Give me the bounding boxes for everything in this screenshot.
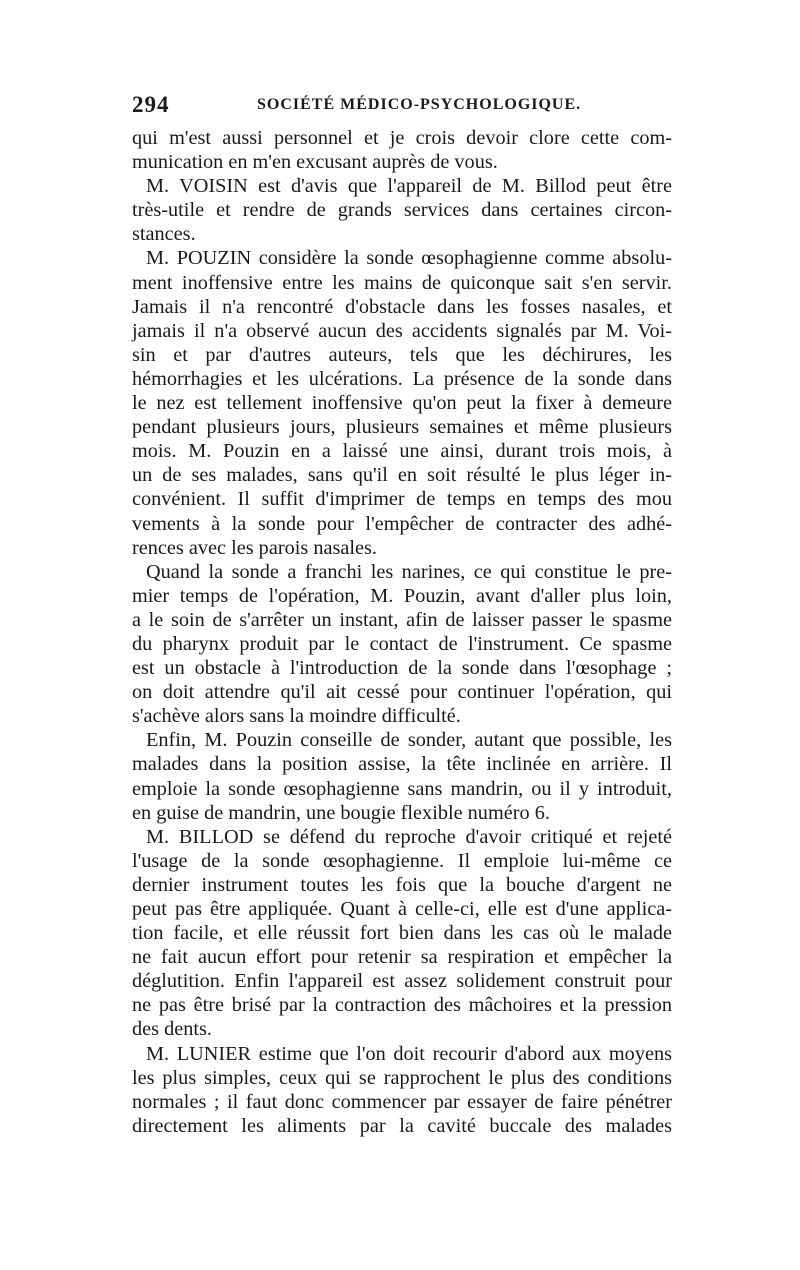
text-line: M. VOISIN est d'avis que l'appareil de M. Billod peut être <box>146 175 672 198</box>
running-title: SOCIÉTÉ MÉDICO-PSYCHOLOGIQUE. <box>257 96 582 113</box>
text-line: peut pas être appliquée. Quant à celle-ci, elle est d'une applica- <box>132 898 672 920</box>
text-line: M. LUNIER estime que l'on doit recourir d'abord aux moyens <box>146 1042 672 1065</box>
text-line: le nez est tellement inoffensive qu'on peut la fixer à demeure <box>132 392 672 415</box>
text-line: convénient. Il suffit d'imprimer de temps en temps des mou <box>132 488 672 511</box>
text-line: ment inoffensive entre les mains de quiconque sait s'en servir. <box>132 271 672 294</box>
text-line: très-utile et rendre de grands services dans certaines circon- <box>132 199 672 222</box>
text-line: Quand la sonde a franchi les narines, ce qui constitue le pre- <box>146 560 672 583</box>
text-line: qui m'est aussi personnel et je crois devoir clore cette com- <box>132 127 672 149</box>
text-line: en guise de mandrin, une bougie flexible numéro 6. <box>132 801 550 824</box>
text-line: ne pas être brisé par la contraction des mâchoires et la pression <box>132 994 672 1017</box>
text-line: a le soin de s'arrêter un instant, afin de laisser passer le spasme <box>132 608 672 631</box>
text-line: jamais il n'a observé aucun des accidents signalés par M. Voi- <box>132 319 672 342</box>
text-line: Enfin, M. Pouzin conseille de sonder, autant que possible, les <box>146 729 672 752</box>
text-line: les plus simples, ceux qui se rapprochent le plus des conditions <box>132 1066 672 1089</box>
text-line: des dents. <box>132 1018 212 1041</box>
text-line: munication en m'en excusant auprès de vous. <box>132 151 498 174</box>
text-line: on doit attendre qu'il ait cessé pour continuer l'opération, qui <box>132 681 672 704</box>
text-line: malades dans la position assise, la tête inclinée en arrière. Il <box>132 753 672 776</box>
text-line: vements à la sonde pour l'empêcher de contracter des adhé- <box>132 512 672 535</box>
text-line: s'achève alors sans la moindre difficulté. <box>132 705 461 728</box>
text-line: un de ses malades, sans qu'il en soit résulté le plus léger in- <box>132 464 672 487</box>
text-line: mier temps de l'opération, M. Pouzin, avant d'aller plus loin, <box>132 584 672 607</box>
text-line: l'usage de la sonde œsophagienne. Il emploie lui-même ce <box>132 849 672 872</box>
text-line: tion facile, et elle réussit fort bien dans les cas où le malade <box>132 922 672 945</box>
text-line: rences avec les parois nasales. <box>132 536 377 559</box>
text-line: hémorrhagies et les ulcérations. La présence de la sonde dans <box>132 367 672 390</box>
text-line: stances. <box>132 223 196 246</box>
page-header <box>132 92 672 118</box>
text-line: est un obstacle à l'introduction de la sonde dans l'œsophage ; <box>132 657 672 680</box>
text-line: pendant plusieurs jours, plusieurs semaines et même plusieurs <box>132 416 672 439</box>
text-line: dernier instrument toutes les fois que la bouche d'argent ne <box>132 873 672 896</box>
text-line: M. POUZIN considère la sonde œsophagienne comme absolu- <box>146 247 672 270</box>
text-line: Jamais il n'a rencontré d'obstacle dans les fosses nasales, et <box>132 295 672 318</box>
page-number: 294 <box>132 92 170 117</box>
text-line: ne fait aucun effort pour retenir sa respiration et empêcher la <box>132 946 672 969</box>
text-line: M. BILLOD se défend du reproche d'avoir critiqué et rejeté <box>146 825 672 848</box>
text-line: emploie la sonde œsophagienne sans mandrin, ou il y introduit, <box>132 777 672 800</box>
body-text <box>132 126 672 1138</box>
text-line: du pharynx produit par le contact de l'instrument. Ce spasme <box>132 632 672 655</box>
text-line: mois. M. Pouzin en a laissé une ainsi, durant trois mois, à <box>132 440 672 463</box>
text-line: sin et par d'autres auteurs, tels que les déchirures, les <box>132 343 672 366</box>
text-line: directement les aliments par la cavité buccale des malades <box>132 1114 672 1137</box>
text-line: normales ; il faut donc commencer par essayer de faire pénétrer <box>132 1090 672 1113</box>
text-line: déglutition. Enfin l'appareil est assez solidement construit pour <box>132 970 672 993</box>
